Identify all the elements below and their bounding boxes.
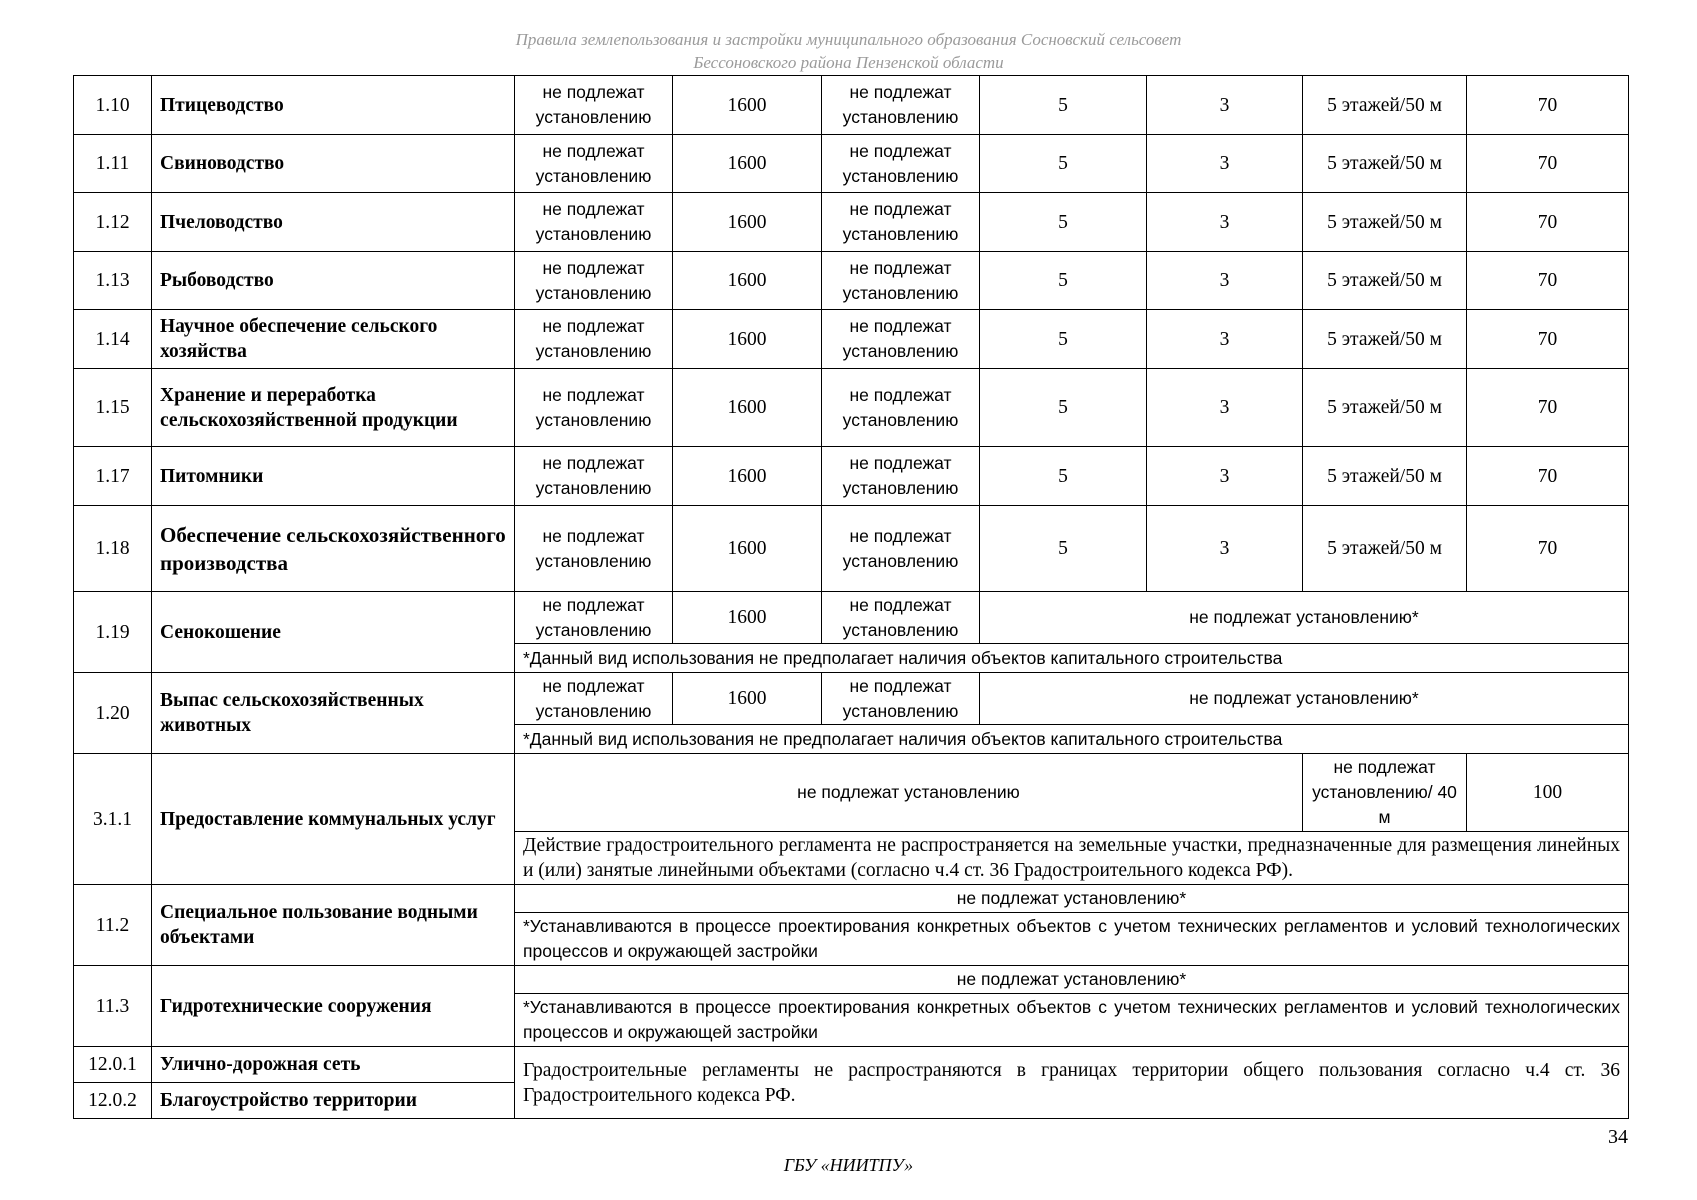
table-row [74,310,1629,369]
cell-value: 70 [1467,193,1629,252]
merged-cell-value: не подлежат установлению* [515,885,1629,913]
use-type-name: Свиноводство [152,135,515,193]
cell-value: не подлежат установлению [515,252,673,310]
cell-value: не подлежат установлению [515,447,673,506]
table-row [74,966,1629,994]
merged-cell-value: не подлежат установлению [515,754,1303,832]
cell-value: не подлежат установлению [822,76,980,135]
header-line-1: Правила землепользования и застройки муниципального образования Сосновский сельсовет [515,30,1182,49]
cell-value: не подлежат установлению [822,369,980,447]
cell-value: не подлежат установлению [822,310,980,369]
merged-cell-value: не подлежат установлению* [515,966,1629,994]
cell-value: не подлежат установлению [515,310,673,369]
table-row [74,754,1629,832]
footnote-text: *Данный вид использования не предполагает наличия объектов капитального строительства [515,725,1629,754]
table-row [74,673,1629,725]
use-type-name: Выпас сельскохозяйственных животных [152,673,515,754]
footnote-text: *Данный вид использования не предполагает наличия объектов капитального строительства [515,644,1629,673]
cell-value: не подлежат установлению [822,135,980,193]
use-type-name: Благоустройство территории [152,1083,515,1119]
cell-value: 1600 [673,252,822,310]
table-row [74,506,1629,592]
cell-value: 3 [1147,447,1303,506]
use-type-name: Специальное пользование водными объектами [152,885,515,966]
table-row [74,369,1629,447]
merged-cell-value: не подлежат установлению* [980,673,1629,725]
cell-value: 1600 [673,592,822,644]
cell-value: 5 этажей/50 м [1303,76,1467,135]
cell-value: 5 этажей/50 м [1303,447,1467,506]
row-number: 1.13 [74,252,152,310]
cell-value: не подлежат установлению [822,252,980,310]
footnote-text: *Устанавливаются в процессе проектирования конкретных объектов с учетом технических регламентов и условий технологических процессов и окружающей застройки [515,913,1629,966]
row-number: 1.11 [74,135,152,193]
use-type-name: Предоставление коммунальных услуг [152,754,515,885]
row-number: 1.14 [74,310,152,369]
use-type-name: Обеспечение сельскохозяйственного производства [152,506,515,592]
cell-value: не подлежат установлению [515,76,673,135]
footnote-text: *Устанавливаются в процессе проектирования конкретных объектов с учетом технических регламентов и условий технологических процессов и окружающей застройки [515,994,1629,1047]
cell-value: не подлежат установлению [822,506,980,592]
cell-value: 5 [980,252,1147,310]
cell-value: 5 [980,369,1147,447]
cell-value: 70 [1467,369,1629,447]
cell-value: 100 [1467,754,1629,832]
row-number: 1.18 [74,506,152,592]
cell-value: 1600 [673,506,822,592]
cell-value: не подлежат установлению [822,447,980,506]
row-number: 1.10 [74,76,152,135]
row-number: 3.1.1 [74,754,152,885]
shared-regulation-note: Градостроительные регламенты не распространяются в границах территории общего пользования согласно ч.4 ст. 36 Градостроительного кодекса РФ. [515,1047,1629,1119]
cell-value: 1600 [673,369,822,447]
cell-value: 3 [1147,506,1303,592]
cell-value: не подлежат установлению/ 40 м [1303,754,1467,832]
table-row [74,447,1629,506]
cell-value: 70 [1467,252,1629,310]
merged-cell-value: не подлежат установлению* [980,592,1629,644]
cell-value: 1600 [673,673,822,725]
table-row [74,135,1629,193]
cell-value: 5 [980,135,1147,193]
use-type-name: Гидротехнические сооружения [152,966,515,1047]
cell-value: 70 [1467,506,1629,592]
cell-value: 5 этажей/50 м [1303,252,1467,310]
cell-value: 1600 [673,193,822,252]
cell-value: не подлежат установлению [515,673,673,725]
use-type-name: Пчеловодство [152,193,515,252]
cell-value: 1600 [673,76,822,135]
table-row [74,193,1629,252]
use-type-name: Хранение и переработка сельскохозяйственной продукции [152,369,515,447]
cell-value: 5 [980,447,1147,506]
running-header [0,28,1697,74]
use-type-name: Рыбоводство [152,252,515,310]
row-number: 1.15 [74,369,152,447]
table-row [74,885,1629,913]
cell-value: не подлежат установлению [822,592,980,644]
table-row [74,592,1629,644]
cell-value: не подлежат установлению [822,673,980,725]
cell-value: 5 [980,76,1147,135]
cell-value: 5 этажей/50 м [1303,193,1467,252]
cell-value: 1600 [673,447,822,506]
cell-value: 3 [1147,310,1303,369]
row-number: 1.17 [74,447,152,506]
cell-value: 1600 [673,135,822,193]
cell-value: не подлежат установлению [822,193,980,252]
running-footer: ГБУ «НИИТПУ» [783,1155,914,1175]
cell-value: 3 [1147,135,1303,193]
table-row [74,252,1629,310]
row-number: 1.20 [74,673,152,754]
regulations-table [73,75,1629,1119]
cell-value: 70 [1467,447,1629,506]
row-number: 12.0.1 [74,1047,152,1083]
cell-value: 5 [980,193,1147,252]
cell-value: 5 этажей/50 м [1303,310,1467,369]
use-type-name: Улично-дорожная сеть [152,1047,515,1083]
cell-value: не подлежат установлению [515,506,673,592]
cell-value: не подлежат установлению [515,369,673,447]
cell-value: 3 [1147,369,1303,447]
cell-value: 5 этажей/50 м [1303,369,1467,447]
row-number: 1.19 [74,592,152,673]
page-number: 34 [1608,1126,1628,1148]
use-type-name: Сенокошение [152,592,515,673]
row-number: 11.3 [74,966,152,1047]
cell-value: не подлежат установлению [515,135,673,193]
row-number: 12.0.2 [74,1083,152,1119]
table-row [74,76,1629,135]
cell-value: не подлежат установлению [515,592,673,644]
cell-value: 70 [1467,135,1629,193]
use-type-name: Птицеводство [152,76,515,135]
cell-value: 5 этажей/50 м [1303,506,1467,592]
cell-value: 3 [1147,193,1303,252]
regulation-note: Действие градостроительного регламента не распространяется на земельные участки, предназначенные для размещения линейных и (или) занятые линейными объектами (согласно ч.4 ст. 36 Градостроительного кодекса РФ). [515,832,1629,885]
row-number: 11.2 [74,885,152,966]
cell-value: 5 этажей/50 м [1303,135,1467,193]
cell-value: 3 [1147,76,1303,135]
use-type-name: Научное обеспечение сельского хозяйства [152,310,515,369]
cell-value: 70 [1467,76,1629,135]
cell-value: 5 [980,506,1147,592]
table-row [74,1047,1629,1083]
use-type-name: Питомники [152,447,515,506]
header-line-2: Бессоновского района Пензенской области [693,53,1004,72]
cell-value: 1600 [673,310,822,369]
row-number: 1.12 [74,193,152,252]
cell-value: 5 [980,310,1147,369]
cell-value: не подлежат установлению [515,193,673,252]
cell-value: 70 [1467,310,1629,369]
cell-value: 3 [1147,252,1303,310]
